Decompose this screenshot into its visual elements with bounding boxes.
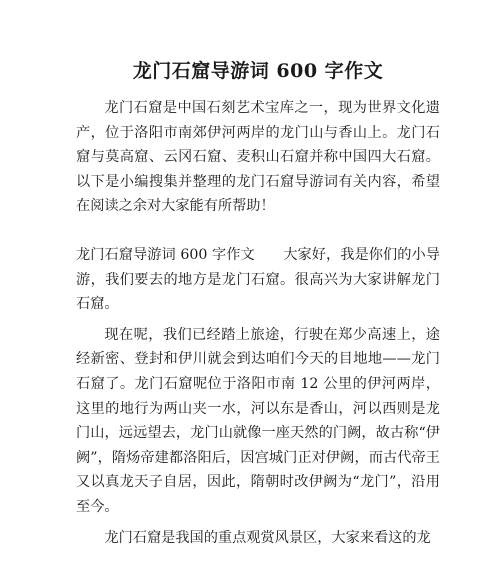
paragraph-spacer xyxy=(76,219,440,243)
document-title: 龙门石窟导游词 600 字作文 xyxy=(132,60,384,82)
body-paragraph-greeting: 龙门石窟导游词 600 字作文 大家好，我是你们的小导游，我们要去的地方是龙门石窟。很高兴为大家讲解龙门石窟。 xyxy=(76,246,440,313)
intro-paragraph: 龙门石窟是中国石刻艺术宝库之一，现为世界文化遗产，位于洛阳市南郊伊河两岸的龙门山与香山上。龙门石窟与莫高窟、云冈石窟、麦积山石窟并称中国四大石窟。以下是小编搜集并整理的龙门石窟导游词有关内容，希望在阅读之余对大家能有所帮助！ xyxy=(76,100,440,215)
body-paragraph-journey: 现在呢，我们已经踏上旅途，行驶在郑少高速上，途经新密、登封和伊川就会到达咱们今天的目地地——龙门石窟了。龙门石窟呢位于洛阳市南 12 公里的伊河两岸，这里的地行为两山夹一水，河以东是香山，河以西则是龙门山，远远望去，龙门山就像一座天然的门阙，故古称“伊阙”，隋炀帝建都洛阳后，因宫城门正对伊阙，而古代帝王又以真龙天子自居，因此，隋朝时改伊阙为“龙门”，沿用至今。 xyxy=(76,326,440,515)
body-paragraph-scenic: 龙门石窟是我国的重点观赏风景区，大家来看这的龙 xyxy=(104,529,431,546)
